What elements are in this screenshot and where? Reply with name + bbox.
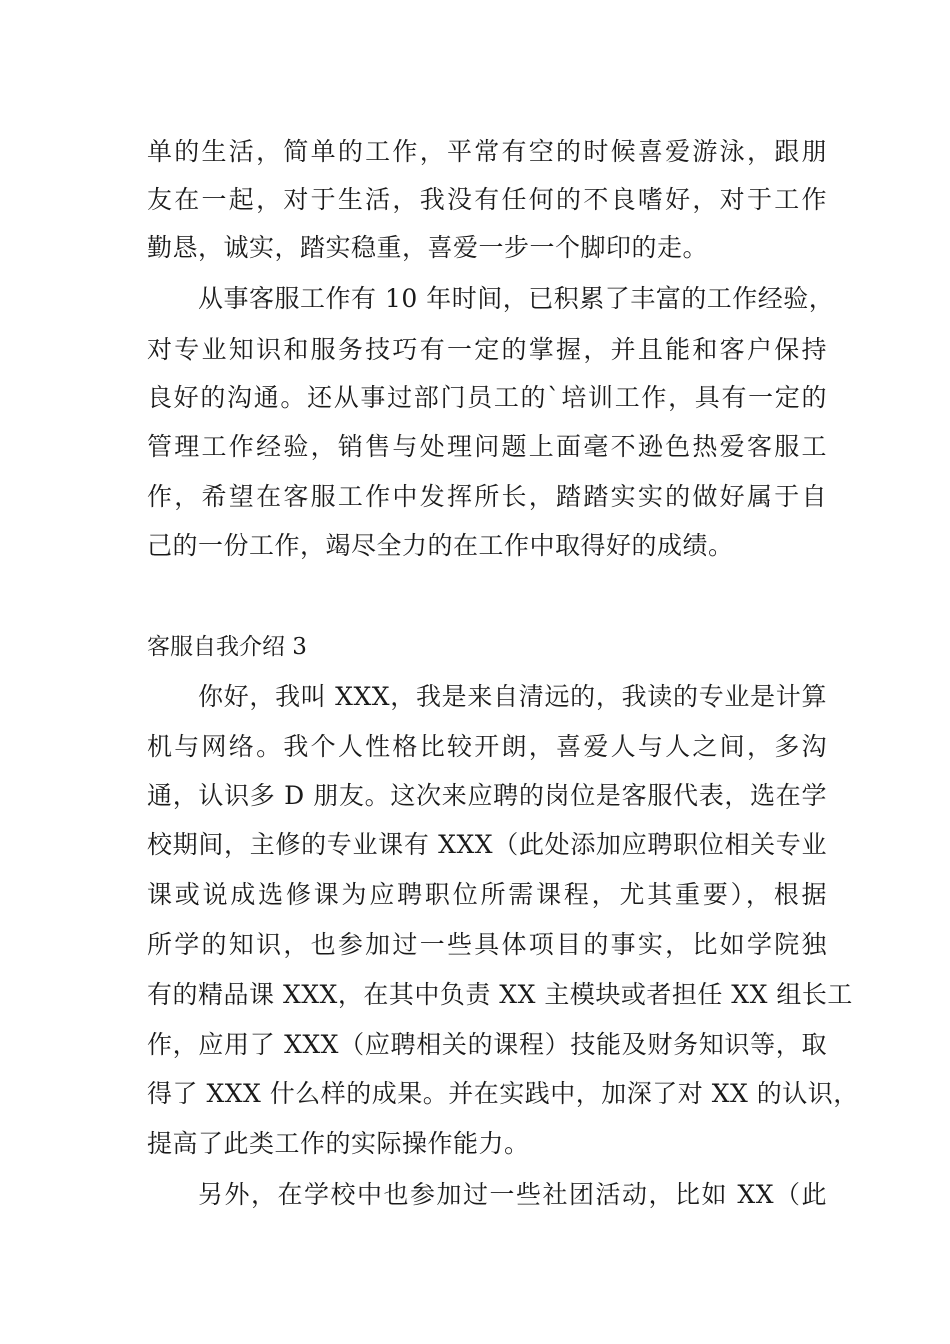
paragraph2-line: 管理工作经验，销售与处理问题上面毫不逊色热爱客服工	[147, 432, 827, 461]
paragraph1-line: 勤恳，诚实，踏实稳重，喜爱一步一个脚印的走。	[147, 233, 709, 262]
paragraph3-line: 有的精品课 XXX，在其中负责 XX 主模块或者担任 XX 组长工	[147, 980, 853, 1009]
paragraph1-line: 友在一起，对于生活，我没有任何的不良嗜好，对于工作	[147, 185, 827, 214]
paragraph2-line: 己的一份工作，竭尽全力的在工作中取得好的成绩。	[147, 531, 734, 560]
paragraph3-line: 你好，我叫 XXX，我是来自清远的，我读的专业是计算	[198, 682, 827, 711]
paragraph3-line: 作，应用了 XXX（应聘相关的课程）技能及财务知识等，取	[147, 1030, 827, 1059]
paragraph2-line: 对专业知识和服务技巧有一定的掌握，并且能和客户保持	[147, 335, 827, 364]
paragraph4-line: 另外，在学校中也参加过一些社团活动，比如 XX（此	[198, 1180, 827, 1209]
paragraph2-line: 作，希望在客服工作中发挥所长，踏踏实实的做好属于自	[147, 482, 827, 511]
paragraph2-line: 从事客服工作有 10 年时间，已积累了丰富的工作经验，	[198, 284, 835, 313]
paragraph2-line: 良好的沟通。还从事过部门员工的`培训工作，具有一定的	[147, 383, 827, 412]
paragraph3-line: 校期间，主修的专业课有 XXX（此处添加应聘职位相关专业	[147, 830, 827, 859]
section-heading: 客服自我介绍 3	[147, 634, 307, 660]
paragraph1-line: 单的生活，简单的工作，平常有空的时候喜爱游泳，跟朋	[147, 137, 827, 166]
paragraph3-line: 提高了此类工作的实际操作能力。	[147, 1129, 530, 1158]
paragraph3-line: 机与网络。我个人性格比较开朗，喜爱人与人之间，多沟	[147, 732, 827, 761]
paragraph3-line: 得了 XXX 什么样的成果。并在实践中，加深了对 XX 的认识，	[147, 1079, 859, 1108]
paragraph3-line: 课或说成选修课为应聘职位所需课程，尤其重要），根据	[147, 880, 827, 909]
paragraph3-line: 通，认识多 D 朋友。这次来应聘的岗位是客服代表，选在学	[147, 781, 827, 810]
paragraph3-line: 所学的知识，也参加过一些具体项目的事实，比如学院独	[147, 930, 827, 959]
